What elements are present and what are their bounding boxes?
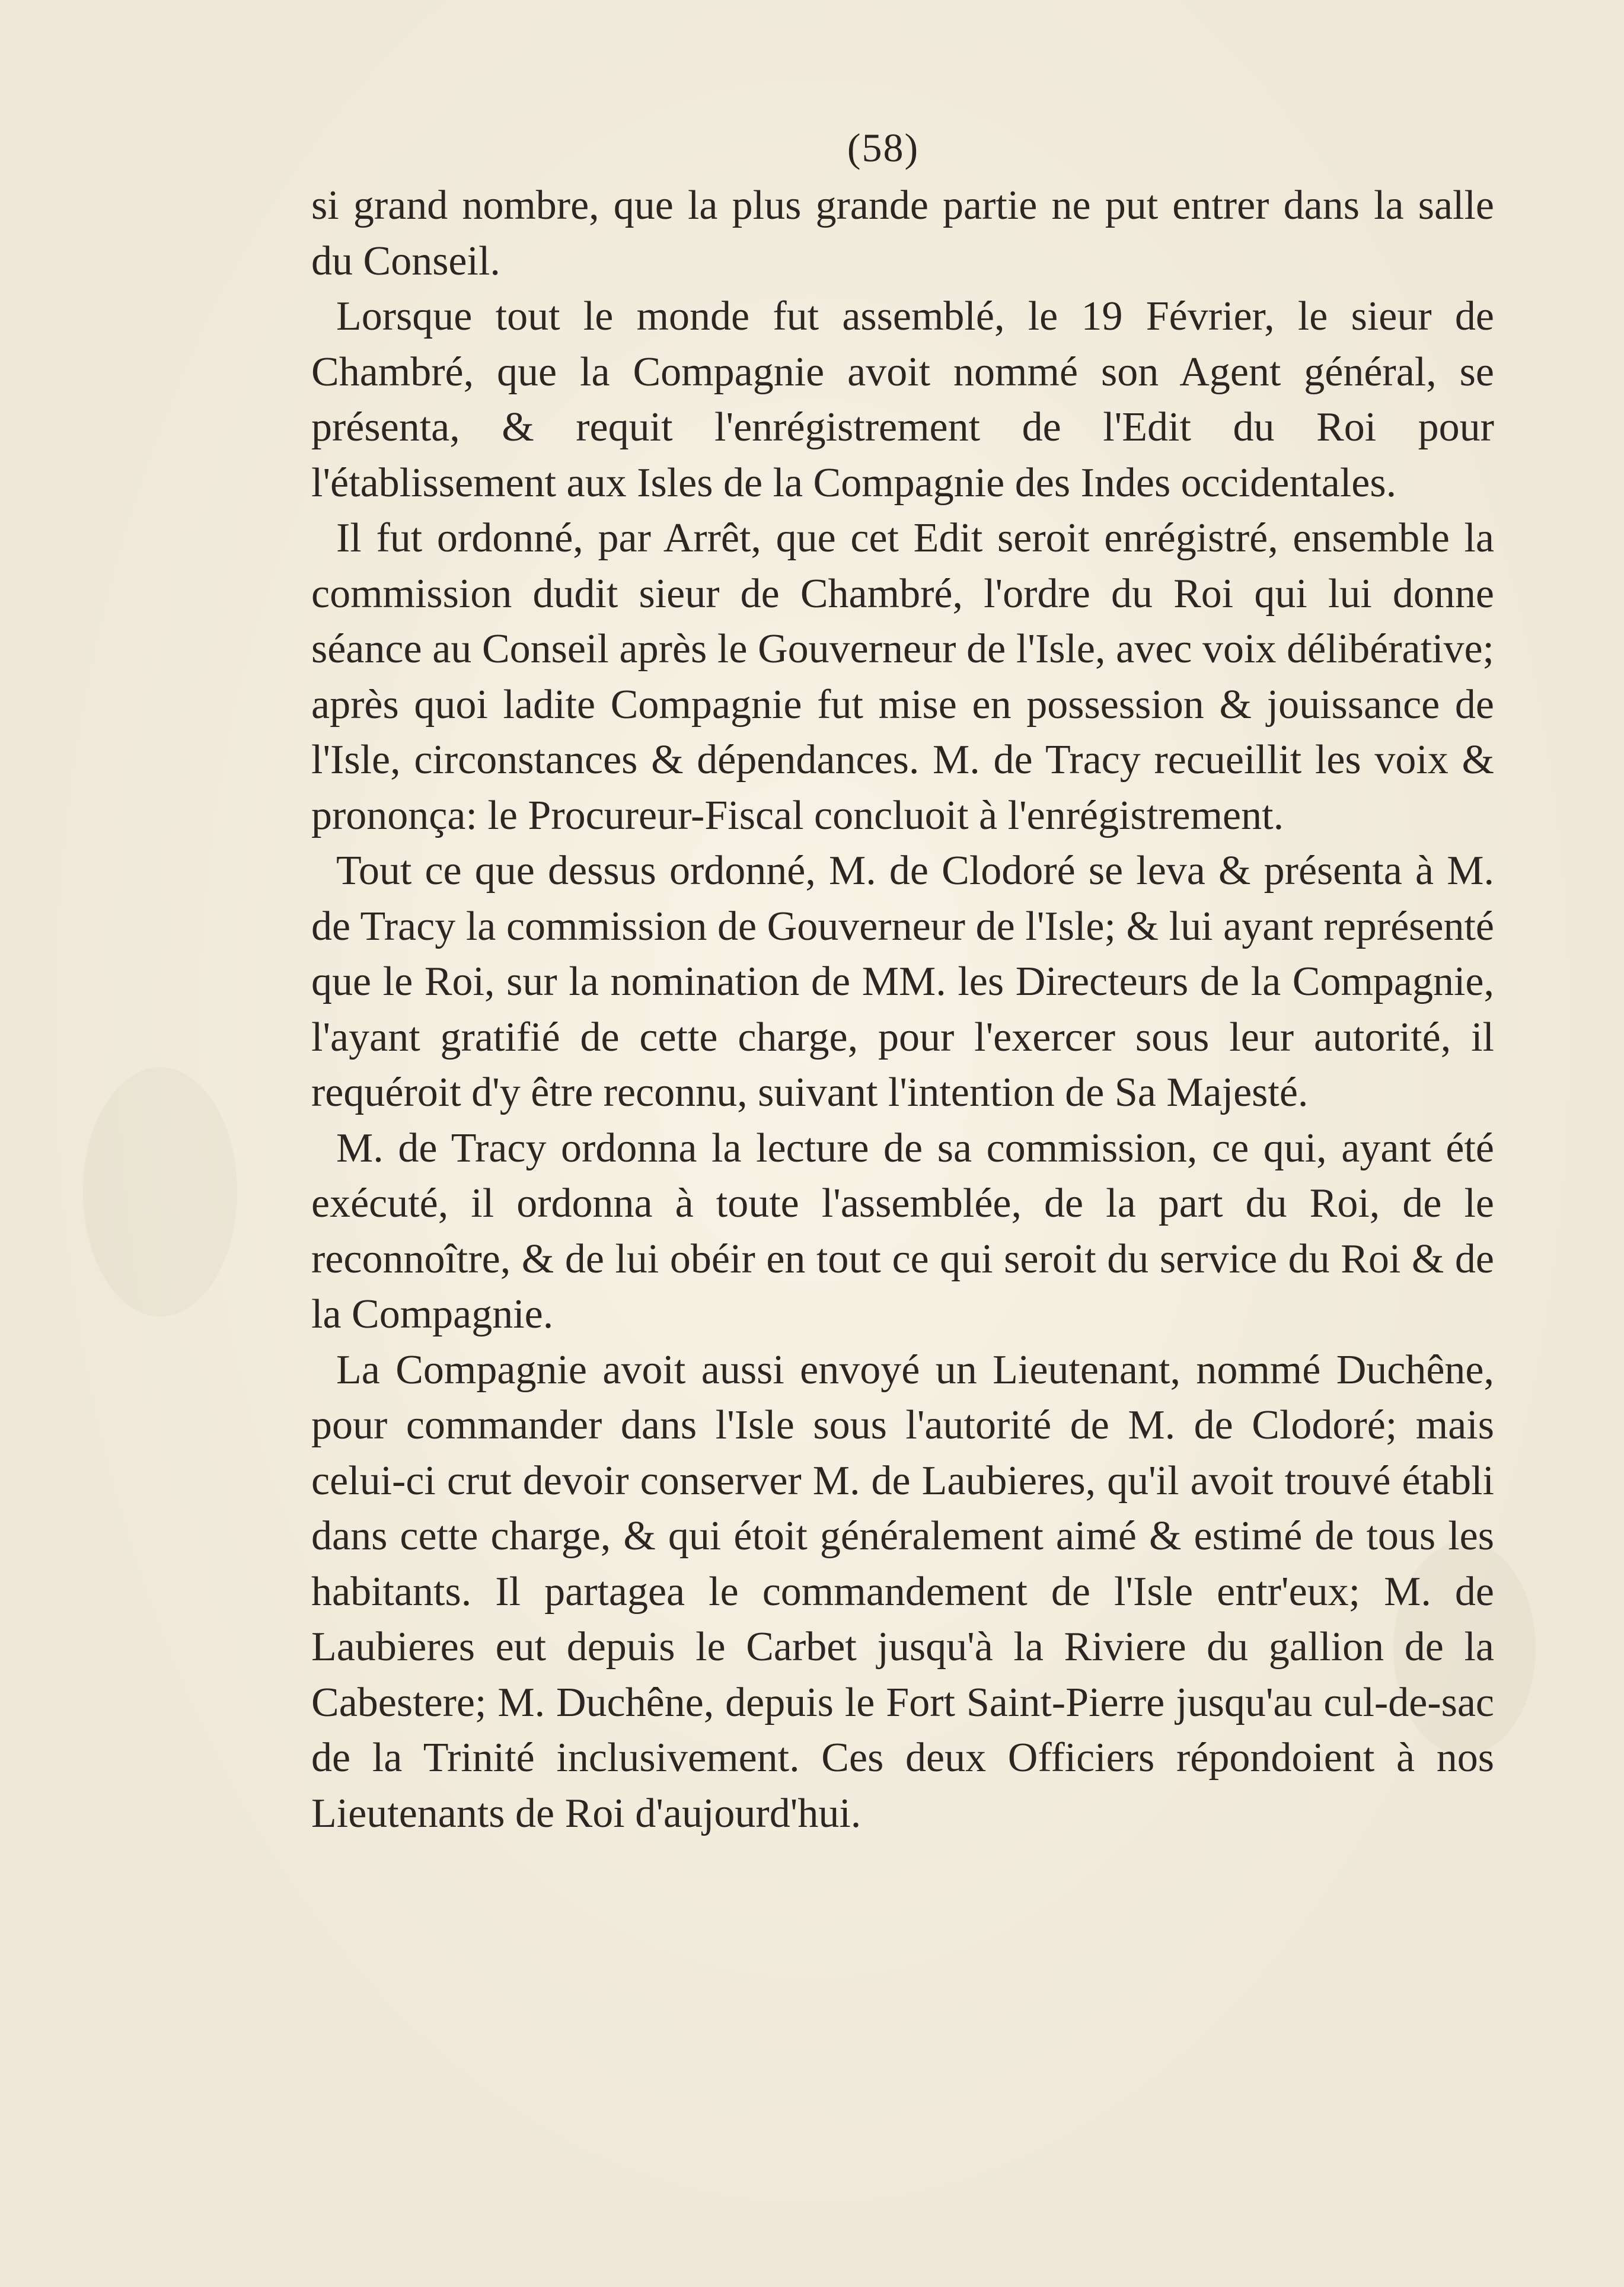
page-number: (58) [847, 125, 920, 170]
paper-stain [83, 1067, 237, 1316]
body-text [311, 178, 1494, 1841]
paragraph: Il fut ordonné, par Arrêt, que cet Edit seroit enrégistré, ensemble la commission dudit sieur de Chambré, l'ordre du Roi qui lui donne séance au Conseil après le Gouverneur de l'Isle, avec voix délibérative; après quoi ladite Compagnie fut mise en possession & jouissance de l'Isle, circonstances & dépendances. M. de Tracy recueillit les voix & prononça: le Procureur-Fiscal concluoit à l'enrégistrement. [311, 515, 1494, 838]
paragraph: Lorsque tout le monde fut assemblé, le 19 Février, le sieur de Chambré, que la Compagnie avoit nommé son Agent général, se présenta, & requit l'enrégistrement de l'Edit du Roi pour l'établissement aux Isles de la Compagnie des Indes occidentales. [311, 294, 1494, 506]
paragraph: M. de Tracy ordonna la lecture de sa commission, ce qui, ayant été exécuté, il ordonna à toute l'assemblée, de la part du Roi, de le reconnoître, & de lui obéir en tout ce qui seroit du service du Roi & de la Compagnie. [311, 1125, 1494, 1337]
paragraph: La Compagnie avoit aussi envoyé un Lieutenant, nommé Duchêne, pour commander dans l'Isle sous l'autorité de M. de Clodoré; mais celui-ci crut devoir conserver M. de Laubieres, qu'il avoit trouvé établi dans cette charge, & qui étoit généralement aimé & estimé de tous les habitants. Il partagea le commandement de l'Isle entr'eux; M. de Laubieres eut depuis le Carbet jusqu'à la Riviere du gallion de la Cabestere; M. Duchêne, depuis le Fort Saint-Pierre jusqu'au cul-de-sac de la Trinité inclusivement. Ces deux Officiers répondoient à nos Lieutenants de Roi d'aujourd'hui. [311, 1347, 1494, 1836]
paragraph: si grand nombre, que la plus grande partie ne put entrer dans la salle du Conseil. [311, 183, 1494, 284]
paragraph: Tout ce que dessus ordonné, M. de Clodoré se leva & présenta à M. de Tracy la commission de Gouverneur de l'Isle; & lui ayant représenté que le Roi, sur la nomination de MM. les Directeurs de la Compagnie, l'ayant gratifié de cette charge, pour l'exercer sous leur autorité, il requéroit d'y être reconnu, suivant l'intention de Sa Majesté. [311, 848, 1494, 1115]
